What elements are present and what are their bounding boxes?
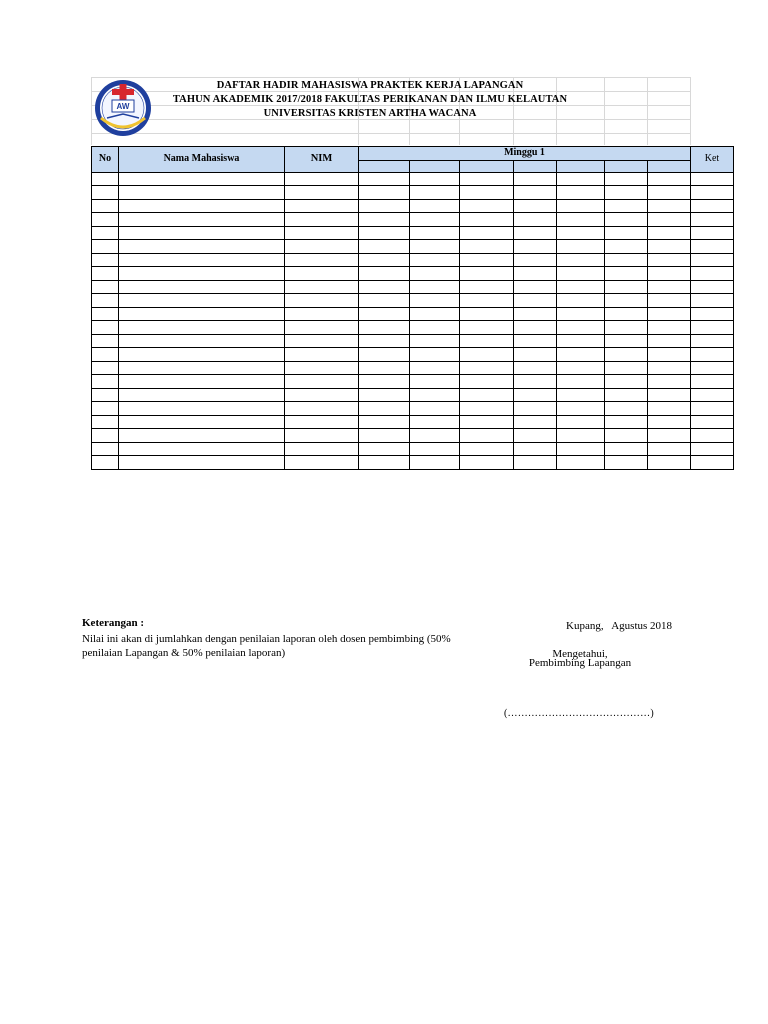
week-day-cell: [557, 160, 605, 172]
table-cell[interactable]: [557, 334, 605, 348]
table-cell[interactable]: [691, 402, 734, 416]
table-cell[interactable]: [691, 186, 734, 200]
table-cell[interactable]: [285, 442, 359, 456]
table-cell[interactable]: [410, 348, 460, 362]
table-cell[interactable]: [691, 415, 734, 429]
table-cell[interactable]: [514, 253, 557, 267]
table-row: [92, 186, 734, 200]
table-cell[interactable]: [691, 388, 734, 402]
table-cell[interactable]: [92, 226, 119, 240]
column-header-nim: NIM: [285, 147, 359, 173]
table-cell[interactable]: [410, 429, 460, 443]
table-cell[interactable]: [605, 321, 648, 335]
table-cell[interactable]: [460, 267, 514, 281]
table-cell[interactable]: [119, 186, 285, 200]
table-cell[interactable]: [285, 456, 359, 470]
title-line-3: UNIVERSITAS KRISTEN ARTHA WACANA: [263, 108, 477, 119]
table-cell[interactable]: [514, 240, 557, 254]
column-header-no: No: [92, 147, 119, 173]
table-row: [92, 199, 734, 213]
table-cell[interactable]: [285, 253, 359, 267]
table-cell[interactable]: [691, 226, 734, 240]
table-cell[interactable]: [605, 186, 648, 200]
table-cell[interactable]: [359, 402, 410, 416]
table-cell[interactable]: [410, 240, 460, 254]
table-cell[interactable]: [119, 442, 285, 456]
table-row: [92, 348, 734, 362]
table-cell[interactable]: [119, 199, 285, 213]
table-cell[interactable]: [285, 429, 359, 443]
table-cell[interactable]: [648, 186, 691, 200]
table-cell[interactable]: [605, 456, 648, 470]
table-row: [92, 334, 734, 348]
table-cell[interactable]: [648, 294, 691, 308]
week-day-cell: [410, 160, 460, 172]
table-cell[interactable]: [285, 186, 359, 200]
table-cell[interactable]: [92, 280, 119, 294]
table-cell[interactable]: [460, 172, 514, 186]
table-cell[interactable]: [648, 442, 691, 456]
table-row: [92, 294, 734, 308]
table-cell[interactable]: [514, 280, 557, 294]
table-cell[interactable]: [691, 334, 734, 348]
table-cell[interactable]: [460, 388, 514, 402]
table-cell[interactable]: [648, 361, 691, 375]
table-cell[interactable]: [557, 307, 605, 321]
table-cell[interactable]: [410, 253, 460, 267]
table-cell[interactable]: [92, 267, 119, 281]
table-row: [92, 429, 734, 443]
table-cell[interactable]: [605, 267, 648, 281]
table-row: [92, 213, 734, 227]
table-cell[interactable]: [359, 294, 410, 308]
table-cell[interactable]: [557, 186, 605, 200]
table-row: [92, 456, 734, 470]
table-cell[interactable]: [285, 280, 359, 294]
table-cell[interactable]: [119, 280, 285, 294]
table-cell[interactable]: [119, 415, 285, 429]
table-cell[interactable]: [119, 388, 285, 402]
table-cell[interactable]: [119, 267, 285, 281]
table-cell[interactable]: [514, 213, 557, 227]
supervisor-role: Pembimbing Lapangan: [528, 657, 632, 669]
table-cell[interactable]: [557, 361, 605, 375]
table-cell[interactable]: [410, 280, 460, 294]
table-cell[interactable]: [119, 253, 285, 267]
table-cell[interactable]: [92, 442, 119, 456]
table-cell[interactable]: [410, 442, 460, 456]
table-cell[interactable]: [359, 348, 410, 362]
table-cell[interactable]: [285, 240, 359, 254]
table-cell[interactable]: [691, 375, 734, 389]
table-cell[interactable]: [285, 415, 359, 429]
table-cell[interactable]: [359, 240, 410, 254]
table-cell[interactable]: [359, 442, 410, 456]
table-cell[interactable]: [691, 307, 734, 321]
table-cell[interactable]: [557, 253, 605, 267]
table-cell[interactable]: [514, 267, 557, 281]
table-cell[interactable]: [410, 186, 460, 200]
table-cell[interactable]: [605, 307, 648, 321]
table-row: [92, 307, 734, 321]
table-cell[interactable]: [285, 213, 359, 227]
table-cell[interactable]: [691, 294, 734, 308]
table-cell[interactable]: [92, 429, 119, 443]
table-cell[interactable]: [648, 307, 691, 321]
acknowledged-label: Mengetahui,: [552, 648, 608, 660]
table-cell[interactable]: [359, 280, 410, 294]
table-cell[interactable]: [460, 429, 514, 443]
table-row: [92, 240, 734, 254]
table-cell[interactable]: [648, 253, 691, 267]
table-cell[interactable]: [92, 334, 119, 348]
table-cell[interactable]: [410, 334, 460, 348]
table-cell[interactable]: [460, 226, 514, 240]
table-cell[interactable]: [648, 172, 691, 186]
table-cell[interactable]: [359, 388, 410, 402]
table-cell[interactable]: [557, 375, 605, 389]
table-cell[interactable]: [605, 402, 648, 416]
table-cell[interactable]: [460, 240, 514, 254]
table-cell[interactable]: [691, 253, 734, 267]
table-cell[interactable]: [648, 321, 691, 335]
table-cell[interactable]: [285, 402, 359, 416]
signature-name-placeholder: (……………………………………): [504, 708, 654, 719]
table-cell[interactable]: [285, 226, 359, 240]
table-row: [92, 361, 734, 375]
table-cell[interactable]: [691, 213, 734, 227]
table-cell[interactable]: [359, 267, 410, 281]
table-cell[interactable]: [92, 307, 119, 321]
title-line-1: DAFTAR HADIR MAHASISWA PRAKTEK KERJA LAPANGAN: [216, 80, 524, 91]
table-cell[interactable]: [410, 213, 460, 227]
table-header-row: [92, 147, 734, 161]
table-cell[interactable]: [410, 321, 460, 335]
table-cell[interactable]: [557, 456, 605, 470]
table-cell[interactable]: [285, 388, 359, 402]
notes-label: Keterangan :: [82, 617, 145, 629]
table-cell[interactable]: [410, 267, 460, 281]
table-cell[interactable]: [119, 361, 285, 375]
table-row: [92, 402, 734, 416]
table-row: [92, 442, 734, 456]
table-cell[interactable]: [460, 280, 514, 294]
table-cell[interactable]: [691, 456, 734, 470]
table-cell[interactable]: [691, 348, 734, 362]
table-cell[interactable]: [648, 456, 691, 470]
table-cell[interactable]: [285, 172, 359, 186]
table-cell[interactable]: [92, 199, 119, 213]
table-cell[interactable]: [119, 334, 285, 348]
table-cell[interactable]: [410, 402, 460, 416]
table-cell[interactable]: [92, 348, 119, 362]
table-cell[interactable]: [605, 213, 648, 227]
table-cell[interactable]: [410, 226, 460, 240]
table-cell[interactable]: [605, 240, 648, 254]
table-cell[interactable]: [285, 294, 359, 308]
table-cell[interactable]: [514, 442, 557, 456]
table-cell[interactable]: [557, 321, 605, 335]
table-cell[interactable]: [285, 199, 359, 213]
table-cell[interactable]: [410, 456, 460, 470]
table-cell[interactable]: [410, 361, 460, 375]
table-cell[interactable]: [557, 348, 605, 362]
table-cell[interactable]: [285, 334, 359, 348]
table-cell[interactable]: [359, 172, 410, 186]
table-cell[interactable]: [605, 429, 648, 443]
table-cell[interactable]: [460, 348, 514, 362]
table-cell[interactable]: [460, 294, 514, 308]
table-cell[interactable]: [648, 226, 691, 240]
table-cell[interactable]: [119, 294, 285, 308]
table-cell[interactable]: [410, 388, 460, 402]
table-cell[interactable]: [605, 226, 648, 240]
table-cell[interactable]: [557, 402, 605, 416]
table-cell[interactable]: [410, 172, 460, 186]
table-cell[interactable]: [460, 334, 514, 348]
table-cell[interactable]: [691, 280, 734, 294]
table-cell[interactable]: [557, 172, 605, 186]
table-cell[interactable]: [605, 361, 648, 375]
table-cell[interactable]: [514, 172, 557, 186]
table-cell[interactable]: [92, 213, 119, 227]
table-cell[interactable]: [460, 186, 514, 200]
table-cell[interactable]: [92, 253, 119, 267]
table-row: [92, 253, 734, 267]
table-cell[interactable]: [605, 442, 648, 456]
table-cell[interactable]: [648, 280, 691, 294]
table-cell[interactable]: [460, 253, 514, 267]
table-cell[interactable]: [514, 348, 557, 362]
title-line-2: TAHUN AKADEMIK 2017/2018 FAKULTAS PERIKANAN DAN ILMU KELAUTAN: [172, 94, 568, 105]
table-cell[interactable]: [691, 429, 734, 443]
table-row: [92, 226, 734, 240]
table-cell[interactable]: [460, 375, 514, 389]
table-cell[interactable]: [119, 375, 285, 389]
table-cell[interactable]: [119, 402, 285, 416]
table-cell[interactable]: [359, 307, 410, 321]
table-row: [92, 388, 734, 402]
table-cell[interactable]: [285, 307, 359, 321]
logo-letters: AW: [116, 102, 130, 111]
table-cell[interactable]: [557, 267, 605, 281]
table-cell[interactable]: [285, 267, 359, 281]
table-cell[interactable]: [359, 361, 410, 375]
table-cell[interactable]: [648, 199, 691, 213]
table-cell[interactable]: [691, 321, 734, 335]
table-row: [92, 415, 734, 429]
table-cell[interactable]: [557, 240, 605, 254]
table-cell[interactable]: [691, 172, 734, 186]
table-cell[interactable]: [460, 213, 514, 227]
table-cell[interactable]: [605, 294, 648, 308]
table-cell[interactable]: [648, 267, 691, 281]
table-cell[interactable]: [514, 199, 557, 213]
table-cell[interactable]: [460, 361, 514, 375]
week-day-cell: [514, 160, 557, 172]
place-date: Kupang, Agustus 2018: [566, 620, 673, 632]
table-cell[interactable]: [410, 199, 460, 213]
table-cell[interactable]: [514, 456, 557, 470]
table-cell[interactable]: [119, 429, 285, 443]
table-cell[interactable]: [691, 199, 734, 213]
table-cell[interactable]: [119, 226, 285, 240]
table-row: [92, 172, 734, 186]
table-cell[interactable]: [557, 429, 605, 443]
column-header-name: Nama Mahasiswa: [119, 147, 285, 173]
table-cell[interactable]: [605, 199, 648, 213]
table-cell[interactable]: [514, 375, 557, 389]
table-cell[interactable]: [359, 429, 410, 443]
table-cell[interactable]: [648, 375, 691, 389]
table-cell[interactable]: [119, 240, 285, 254]
table-cell[interactable]: [92, 240, 119, 254]
table-cell[interactable]: [285, 375, 359, 389]
table-cell[interactable]: [460, 456, 514, 470]
table-cell[interactable]: [514, 321, 557, 335]
table-cell[interactable]: [691, 267, 734, 281]
table-cell[interactable]: [92, 172, 119, 186]
table-cell[interactable]: [460, 415, 514, 429]
table-cell[interactable]: [648, 415, 691, 429]
attendance-rows: [92, 172, 734, 469]
table-cell[interactable]: [359, 226, 410, 240]
table-cell[interactable]: [605, 334, 648, 348]
table-cell[interactable]: [410, 294, 460, 308]
table-row: [92, 267, 734, 281]
table-cell[interactable]: [92, 361, 119, 375]
table-cell[interactable]: [119, 321, 285, 335]
table-cell[interactable]: [92, 375, 119, 389]
table-cell[interactable]: [119, 213, 285, 227]
table-cell[interactable]: [648, 240, 691, 254]
notes-text: Nilai ini akan di jumlahkan dengan penilaian laporan oleh dosen pembimbing (50% penilaian Lapangan & 50% penilaian laporan): [82, 633, 451, 659]
table-cell[interactable]: [648, 429, 691, 443]
table-cell[interactable]: [605, 172, 648, 186]
table-cell[interactable]: [359, 213, 410, 227]
table-cell[interactable]: [557, 388, 605, 402]
table-cell[interactable]: [514, 429, 557, 443]
table-cell[interactable]: [514, 388, 557, 402]
table-cell[interactable]: [92, 321, 119, 335]
table-cell[interactable]: [359, 334, 410, 348]
table-cell[interactable]: [648, 334, 691, 348]
table-cell[interactable]: [460, 307, 514, 321]
table-cell[interactable]: [119, 172, 285, 186]
table-cell[interactable]: [605, 375, 648, 389]
table-cell[interactable]: [460, 442, 514, 456]
table-cell[interactable]: [285, 348, 359, 362]
table-cell[interactable]: [410, 415, 460, 429]
table-cell[interactable]: [460, 402, 514, 416]
table-row: [92, 280, 734, 294]
table-cell[interactable]: [514, 294, 557, 308]
table-cell[interactable]: [648, 213, 691, 227]
table-cell[interactable]: [605, 280, 648, 294]
table-cell[interactable]: [648, 348, 691, 362]
table-row: [92, 375, 734, 389]
table-cell[interactable]: [359, 186, 410, 200]
table-cell[interactable]: [359, 199, 410, 213]
table-cell[interactable]: [514, 307, 557, 321]
table-cell[interactable]: [557, 280, 605, 294]
table-cell[interactable]: [92, 402, 119, 416]
table-cell[interactable]: [119, 348, 285, 362]
table-cell[interactable]: [514, 226, 557, 240]
table-cell[interactable]: [92, 294, 119, 308]
week-day-cell: [648, 160, 691, 172]
table-cell[interactable]: [359, 456, 410, 470]
table-cell[interactable]: [359, 321, 410, 335]
table-cell[interactable]: [514, 402, 557, 416]
table-cell[interactable]: [514, 186, 557, 200]
table-cell[interactable]: [92, 388, 119, 402]
table-cell[interactable]: [557, 226, 605, 240]
week-day-cell: [460, 160, 514, 172]
table-cell[interactable]: [359, 253, 410, 267]
table-cell[interactable]: [605, 348, 648, 362]
table-cell[interactable]: [514, 415, 557, 429]
table-cell[interactable]: [557, 213, 605, 227]
table-cell[interactable]: [285, 361, 359, 375]
week-day-cell: [359, 160, 410, 172]
table-cell[interactable]: [557, 199, 605, 213]
table-cell[interactable]: [691, 240, 734, 254]
table-cell[interactable]: [460, 199, 514, 213]
table-cell[interactable]: [648, 402, 691, 416]
table-cell[interactable]: [460, 321, 514, 335]
table-cell[interactable]: [514, 334, 557, 348]
table-cell[interactable]: [557, 294, 605, 308]
table-cell[interactable]: [359, 375, 410, 389]
table-cell[interactable]: [691, 361, 734, 375]
table-cell[interactable]: [605, 388, 648, 402]
table-cell[interactable]: [92, 415, 119, 429]
column-header-week: Minggu 1: [359, 147, 691, 161]
table-cell[interactable]: [557, 415, 605, 429]
column-header-ket: Ket: [691, 147, 734, 173]
table-row: [92, 321, 734, 335]
table-cell[interactable]: [648, 388, 691, 402]
table-cell[interactable]: [92, 186, 119, 200]
table-cell[interactable]: [410, 375, 460, 389]
table-cell[interactable]: [92, 456, 119, 470]
table-cell[interactable]: [359, 415, 410, 429]
table-cell[interactable]: [285, 321, 359, 335]
week-day-cell: [605, 160, 648, 172]
table-cell[interactable]: [119, 307, 285, 321]
table-cell[interactable]: [119, 456, 285, 470]
table-cell[interactable]: [605, 415, 648, 429]
table-cell[interactable]: [691, 442, 734, 456]
table-cell[interactable]: [605, 253, 648, 267]
table-cell[interactable]: [557, 442, 605, 456]
table-cell[interactable]: [410, 307, 460, 321]
table-cell[interactable]: [514, 361, 557, 375]
attendance-table: [91, 146, 734, 470]
